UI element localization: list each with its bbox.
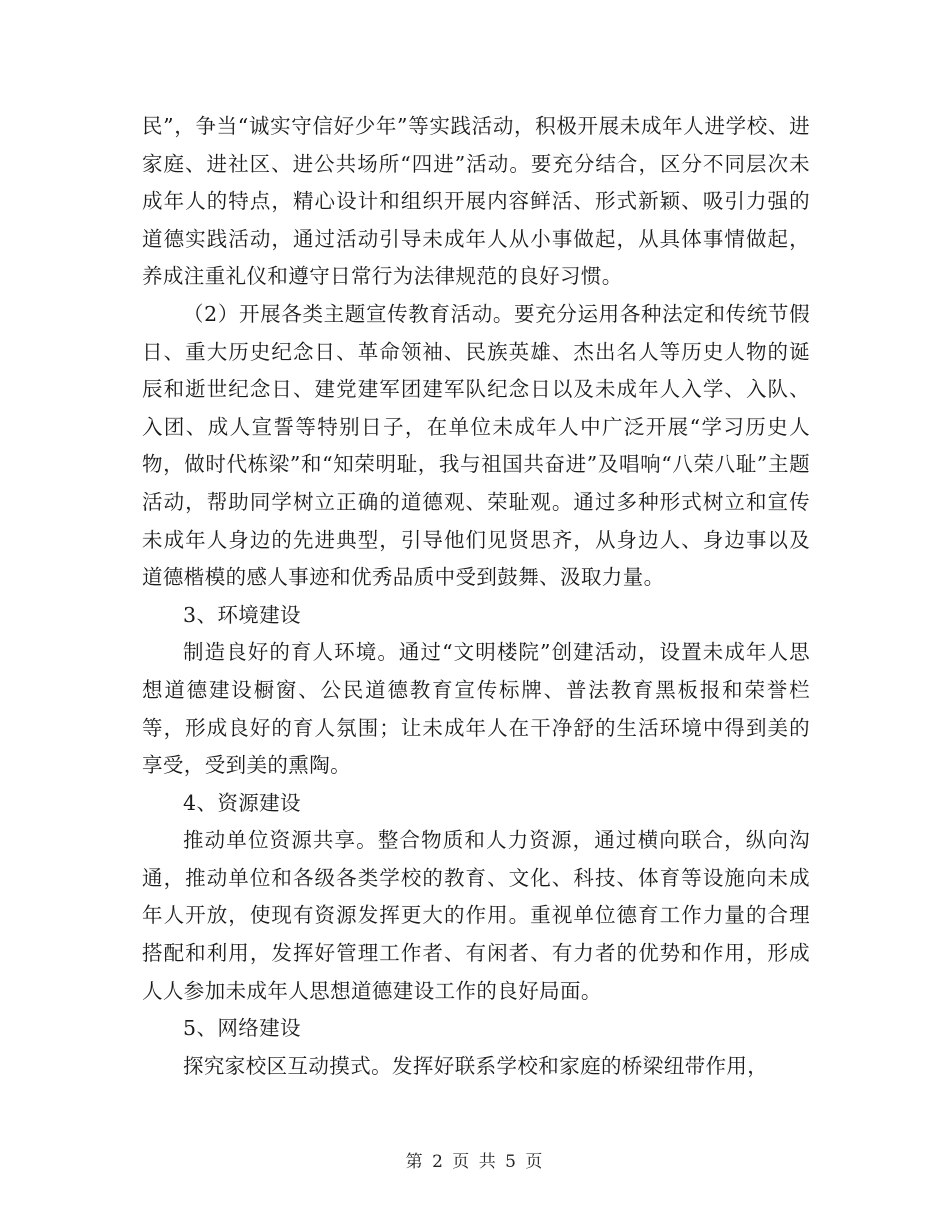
paragraph-practice-activities: 民”，争当“诚实守信好少年”等实践活动，积极开展未成年人进学校、进家庭、进社区、进公共场所“四进”活动。要充分结合，区分不同层次未成年人的特点，精心设计和组织开展内容鲜活、形式新颖、吸引力强的道德实践活动，通过活动引导未成年人从小事做起，从具体事情做起，养成注重礼仪和遵守日常行为法律规范的良好习惯。 <box>142 114 810 289</box>
section-heading-resources: 4、资源建设 <box>183 790 301 815</box>
paragraph-network: 探究家校区互动摸式。发挥好联系学校和家庭的桥梁纽带作用， <box>183 1053 769 1078</box>
paragraph-resources: 推动单位资源共享。整合物质和人力资源，通过横向联合，纵向沟通，推动单位和各级各类学校的教育、文化、科技、体育等设施向未成年人开放，使现有资源发挥更大的作用。重视单位德育工作力量的合理搭配和利用，发挥好管理工作者、有闲者、有力者的优势和作用，形成人人参加未成年人思想道德建设工作的良好局面。 <box>142 828 810 1003</box>
page-number-footer: 第 2 页 共 5 页 <box>405 1152 545 1172</box>
paragraph-theme-education: （2）开展各类主题宣传教育活动。要充分运用各种法定和传统节假日、重大历史纪念日、革命领袖、民族英雄、杰出名人等历史人物的诞辰和逝世纪念日、建党建军团建军队纪念日以及未成年人入学、入队、入团、成人宣誓等特别日子，在单位未成年人中广泛开展“学习历史人物，做时代栋梁”和“知荣明耻，我与祖国共奋进”及唱响“八荣八耻”主题活动，帮助同学树立正确的道德观、荣耻观。通过多种形式树立和宣传未成年人身边的先进典型，引导他们见贤思齐，从身边人、身边事以及道德楷模的感人事迹和优秀品质中受到鼓舞、汲取力量。 <box>142 301 810 590</box>
paragraph-environment: 制造良好的育人环境。通过“文明楼院”创建活动，设置未成年人思想道德建设橱窗、公民道德教育宣传标牌、普法教育黑板报和荣誉栏等，形成良好的育人氛围；让未成年人在干净舒的生活环境中得到美的享受，受到美的熏陶。 <box>142 640 810 778</box>
document-body <box>142 108 810 1085</box>
section-heading-network: 5、网络建设 <box>183 1016 301 1041</box>
section-heading-environment: 3、环境建设 <box>183 602 301 627</box>
